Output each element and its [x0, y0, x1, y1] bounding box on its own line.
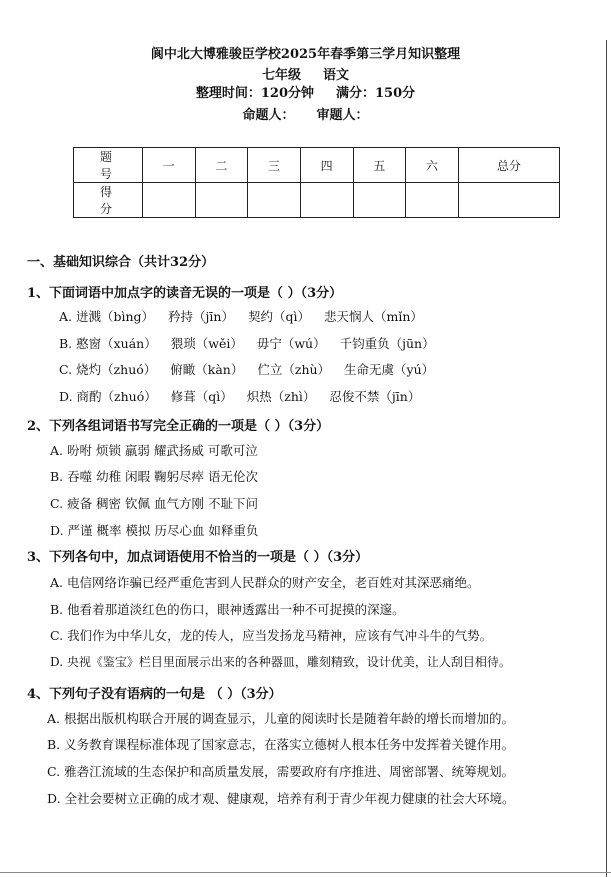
option-word: 千钧重负（jūn） [339, 336, 435, 351]
question-3-option-a: A. 电信网络诈骗已经严重危害到人民群众的财产安全，老百姓对其深恶痛绝。 [50, 575, 480, 590]
option-word: 伫立（zhù） [257, 362, 331, 377]
question-3-option-c: C. 我们作为中华儿女，龙的传人，应当发扬龙马精神，应该有气冲斗牛的气势。 [50, 628, 493, 643]
score-input-cell[interactable] [195, 183, 248, 218]
score-cell: 得 分 [74, 183, 143, 218]
question-2-option-b: B. 吞噬 幼稚 闲暇 鞠躬尽瘁 语无伦次 [50, 469, 259, 484]
subject-label: 语文 [323, 68, 350, 83]
full-score-label: 满分：150分 [336, 86, 416, 101]
option-word: C. 烧灼（zhuó） [59, 362, 157, 377]
option-word: 修葺（qì） [170, 389, 233, 404]
page-edge-rule [606, 40, 607, 877]
question-3-option-b: B. 他看着那道淡红色的伤口，眼神透露出一种不可捉摸的深邃。 [50, 602, 405, 617]
question-1-option-c [59, 360, 448, 378]
question-4-option-c: C. 雅砻江流域的生态保护和高质量发展，需要政府有序推进、周密部署、统筹规划。 [47, 764, 515, 779]
score-cell: 六 [406, 148, 459, 183]
question-3-stem: 3、下列各句中，加点词语使用不恰当的一项是（ ）（3分） [27, 550, 369, 565]
option-word: 忍俊不禁（jīn） [329, 389, 421, 404]
question-3-option-d: D. 央视《鉴宝》栏目里面展示出来的各种器皿，雕刻精致，设计优美，让人刮目相待。 [50, 655, 511, 669]
score-cell: 题 号 [74, 148, 143, 183]
setter-line [0, 104, 611, 123]
question-2-option-c: C. 疲备 稠密 钦佩 血气方刚 不耻下问 [50, 496, 258, 511]
question-1-stem: 1、下面词语中加点字的读音无误的一项是（ ）（3分） [27, 286, 343, 301]
option-word: D. 商酌（zhuó） [59, 389, 157, 404]
score-input-cell[interactable] [353, 183, 406, 218]
question-1-option-b [59, 334, 449, 352]
score-cell: 五 [353, 148, 406, 183]
setter-label: 命题人： [242, 108, 295, 123]
question-1-option-d [59, 387, 434, 405]
score-cell: 二 [195, 148, 248, 183]
score-table-score-row [74, 183, 560, 218]
option-word: 毋宁（wú） [256, 336, 326, 351]
option-word: 俯瞰（kàn） [170, 362, 244, 377]
option-word: 矜持（jīn） [168, 309, 234, 324]
option-word: 契约（qì） [247, 309, 310, 324]
score-input-cell[interactable] [248, 183, 301, 218]
score-input-cell[interactable] [458, 183, 559, 218]
score-input-cell[interactable] [143, 183, 196, 218]
score-input-cell[interactable] [300, 183, 353, 218]
score-cell: 一 [143, 148, 196, 183]
question-4-stem: 4、下列句子没有语病的一句是 （ ）（3分） [27, 687, 282, 702]
grade-subject-line [0, 64, 611, 83]
time-label: 整理时间：120分钟 [195, 86, 314, 101]
option-word: 生命无虞（yú） [344, 362, 435, 377]
option-word: B. 憨窗（xuán） [59, 336, 157, 351]
question-2-option-d: D. 严谨 概率 模拟 历尽心血 如释重负 [50, 523, 259, 538]
option-word: 猥琐（wěi） [170, 336, 243, 351]
question-4-option-a: A. 根据出版机构联合开展的调查显示，儿童的阅读时长是随着年龄的增长而增加的。 [47, 711, 514, 726]
page-bottom-rule [0, 872, 611, 873]
time-score-line [0, 82, 611, 101]
score-table [73, 147, 560, 218]
score-input-cell[interactable] [406, 183, 459, 218]
question-1-option-a [59, 307, 437, 325]
option-word: 炽热（zhì） [246, 389, 316, 404]
score-cell: 三 [248, 148, 301, 183]
question-4-option-b: B. 义务教育课程标准体现了国家意志，在落实立德树人根本任务中发挥着关键作用。 [47, 737, 515, 752]
score-table-header-row [74, 148, 560, 183]
grade-label: 七年级 [261, 68, 301, 83]
option-word: 悲天悯人（mǐn） [323, 309, 423, 324]
question-4-option-d: D. 全社会要树立正确的成才观、健康观，培养有利于青少年视力健康的社会大环境。 [47, 791, 515, 806]
question-2-option-a: A. 吩咐 烦锁 羸弱 耀武扬威 可歌可泣 [50, 443, 258, 458]
score-cell: 总分 [458, 148, 559, 183]
score-cell: 四 [300, 148, 353, 183]
question-2-stem: 2、下列各组词语书写完全正确的一项是（ ）（3分） [27, 419, 330, 434]
option-word: A. 迸溅（bìng） [59, 309, 155, 324]
exam-title: 阆中北大博雅骏臣学校2025年春季第三学月知识整理 [150, 47, 461, 62]
section-heading: 一、基础知识综合（共计32分） [27, 255, 215, 270]
reviewer-label: 审题人： [316, 108, 369, 123]
